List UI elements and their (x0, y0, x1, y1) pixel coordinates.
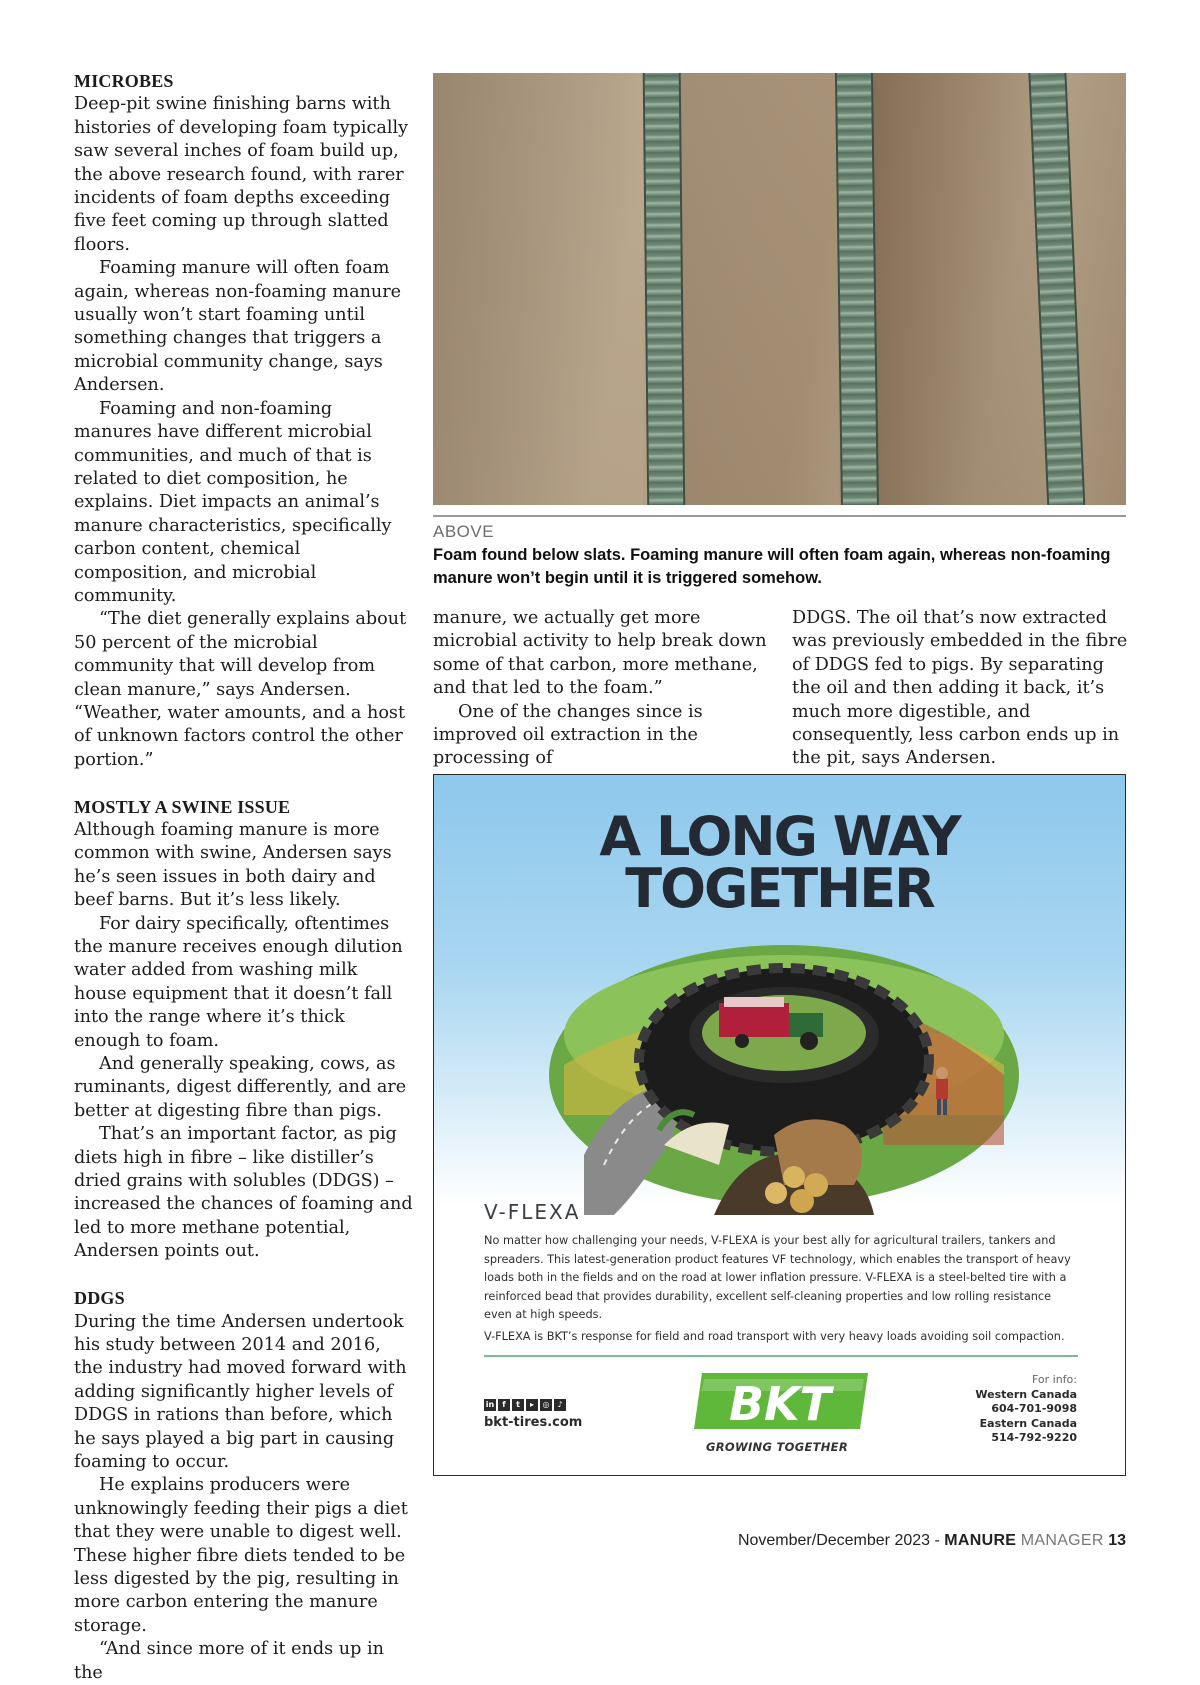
bkt-logo-text: BKT (728, 1377, 832, 1431)
caption-kicker: ABOVE (433, 522, 495, 541)
paragraph: For dairy specifically, oftentimes the manure receives enough dilution water added from washing milk house equipment that it doesn’t fall into the range where it’s thick enough to foam. (74, 913, 403, 1051)
footer-issue: November/December 2023 - (737, 1532, 940, 1549)
ad-headline (434, 805, 1125, 920)
foam-slats-photo (433, 73, 1126, 505)
paragraph: “And since more of it ends up in the (74, 1639, 384, 1683)
contact-label: For info: (1031, 1373, 1077, 1386)
tiktok-icon[interactable]: ♪ (554, 1399, 566, 1411)
contact-region-west: Western Canada (975, 1387, 1077, 1401)
paragraph: That’s an important factor, as pig diets high in fibre – like distiller’s dried grains with solubles (DDGS) – increased the chances of foaming and led to more methane potential, Andersen points out. (74, 1124, 413, 1262)
paragraph: Deep-pit swine finishing barns with histories of developing foam typically saw several inches of foam build up, the above research found, with rarer incidents of foam depths exceeding five feet coming up through slatted floors. (74, 94, 409, 255)
paragraph: “The diet generally explains about 50 percent of the microbial community that will develop from clean manure,” says Andersen. “Weather, water amounts, and a host of unknown factors control the other portion.” (74, 609, 407, 770)
paragraph: One of the changes since is improved oil extraction in the processing of (433, 701, 703, 769)
caption-divider (433, 515, 1126, 517)
paragraph: Foaming and non-foaming manures have different microbial communities, and much of that is related to diet composition, he explains. Diet impacts an animal’s manure characteristics, specifically carbon content, chemical composition, and microbial community. (74, 398, 392, 606)
social-icons (484, 1399, 566, 1411)
paragraph: DDGS. The oil that’s now extracted was previously embedded in the fibre of DDGS fed to pigs. By separating the oil and then adding it back, it’s much more digestible, and consequently, less carbon ends up in the pit, says Andersen. (792, 608, 1128, 769)
contact-phone-west: 604-701-9098 (991, 1402, 1077, 1416)
paragraph: He explains producers were unknowingly feeding their pigs a diet that they were unable to digest well. These higher fibre diets tended to be less digested by the pig, resulting in more carbon entering the manure storage. (74, 1475, 408, 1636)
contact-phone-east: 514-792-9220 (991, 1431, 1077, 1445)
footer-brand-light: MANAGER (1020, 1532, 1104, 1549)
contact-region-east: Eastern Canada (979, 1416, 1077, 1430)
ad-body-copy (484, 1232, 1079, 1350)
paragraph: And generally speaking, cows, as ruminants, digest differently, and are better at digesting fibre than pigs. (74, 1054, 407, 1121)
linkedin-icon[interactable]: in (485, 1400, 495, 1409)
section-heading-ddgs: DDGS (74, 1288, 125, 1309)
middle-column-right (792, 607, 1132, 771)
twitter-icon[interactable]: t (512, 1399, 524, 1411)
paragraph: Foaming manure will often foam again, whereas non-foaming manure usually won’t start foaming until something changes that triggers a microbial community change, says Andersen. (74, 258, 402, 396)
ad-slogan: GROWING TOGETHER (706, 1440, 848, 1454)
photo-caption: Foam found below slats. Foaming manure will often foam again, whereas non-foaming manure won’t begin until it is triggered somehow. (433, 546, 1111, 587)
ad-contact-info (975, 1373, 1077, 1446)
section-heading-microbes: MICROBES (74, 71, 174, 91)
instagram-icon[interactable]: ◎ (540, 1399, 552, 1411)
ad-headline-line1: A LONG WAY (599, 805, 960, 868)
section-heading-swine-issue: MOSTLY A SWINE ISSUE (74, 796, 291, 817)
ad-headline-line2: TOGETHER (625, 857, 934, 920)
paragraph: During the time Andersen undertook his study between 2014 and 2016, the industry had moved forward with adding significantly higher levels of DDGS in rations than before, which he says played a big part in causing foaming to occur. (74, 1311, 407, 1472)
bkt-logo[interactable] (692, 1371, 872, 1431)
middle-column-left (433, 607, 768, 771)
bkt-advertisement[interactable] (433, 774, 1126, 1476)
ad-product-name: V-FLEXA (484, 1200, 581, 1224)
page-number: 13 (1108, 1532, 1126, 1549)
tire-landscape-illustration (544, 915, 1024, 1215)
page-footer (738, 1532, 1126, 1550)
paragraph: Although foaming manure is more common with swine, Andersen says he’s seen issues in both dairy and beef barns. But it’s less likely. (74, 819, 392, 911)
youtube-icon[interactable]: ▸ (526, 1399, 538, 1411)
paragraph: manure, we actually get more microbial activity to help break down some of that carbon, more methane, and that led to the foam.” (433, 608, 767, 699)
left-column (74, 70, 414, 1685)
ad-divider (484, 1355, 1078, 1357)
tire-icon (639, 968, 929, 1152)
ad-body-paragraph: No matter how challenging your needs, V-FLEXA is your best ally for agricultural trailers, tankers and spreaders. This latest-generation product features VF technology, which enables the transport of heavy loads both in the fields and on the road at lower inflation pressure. V-FLEXA is a steel-belted tire with a reinforced bead that provides durability, excellent self-cleaning properties and low rolling resistance even at high speeds. (484, 1234, 1071, 1322)
facebook-icon[interactable]: f (498, 1399, 510, 1411)
ad-website-link[interactable]: bkt-tires.com (484, 1415, 583, 1430)
ad-body-paragraph: V-FLEXA is BKT’s response for field and road transport with very heavy loads avoiding soil compaction. (484, 1329, 1065, 1343)
footer-brand-bold: MANURE (944, 1532, 1017, 1549)
